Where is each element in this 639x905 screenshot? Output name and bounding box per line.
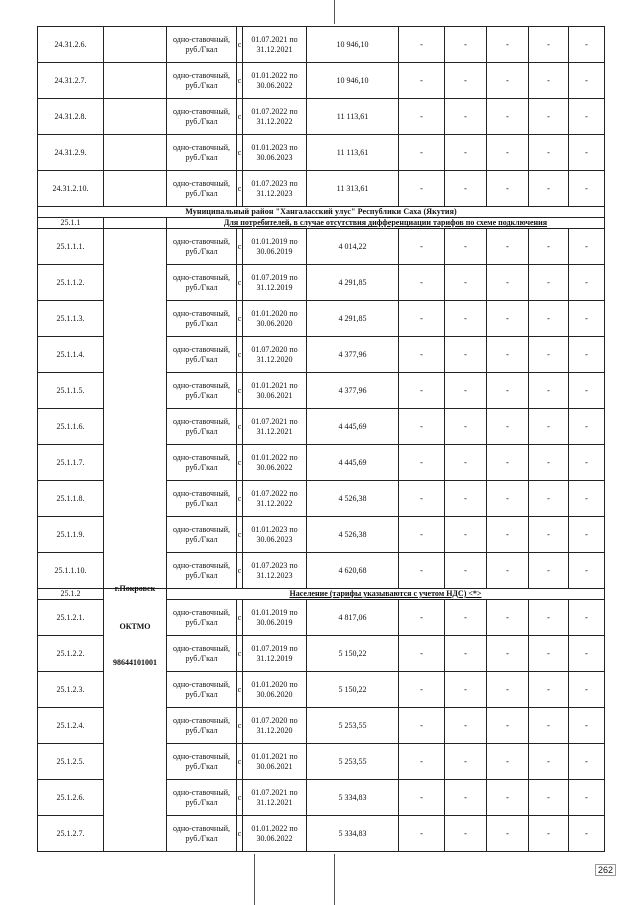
empty-value: - — [399, 672, 445, 708]
empty-value: - — [445, 301, 487, 337]
period-prefix: с — [237, 780, 243, 816]
row-code: 25.1.1.10. — [38, 553, 104, 589]
row-code: 24.31.2.8. — [38, 99, 104, 135]
empty-value: - — [487, 672, 529, 708]
table-row — [38, 229, 605, 265]
empty-value: - — [569, 481, 605, 517]
period-prefix: с — [237, 445, 243, 481]
blank-cell — [104, 135, 167, 171]
empty-value: - — [487, 27, 529, 63]
empty-value: - — [445, 672, 487, 708]
oktmo-label: ОКТМО — [119, 622, 151, 631]
empty-value: - — [569, 553, 605, 589]
oktmo-code: 98644101001 — [113, 658, 157, 667]
empty-value: - — [487, 780, 529, 816]
tariff-value: 10 946,10 — [307, 63, 399, 99]
period-prefix: с — [237, 481, 243, 517]
empty-value: - — [529, 99, 569, 135]
tariff-unit: одно-ставочный, руб./Гкал — [167, 553, 237, 589]
tariff-value: 11 313,61 — [307, 171, 399, 207]
tariff-value: 4 817,06 — [307, 600, 399, 636]
tariff-unit: одно-ставочный, руб./Гкал — [167, 780, 237, 816]
tariff-unit: одно-ставочный, руб./Гкал — [167, 265, 237, 301]
empty-value: - — [529, 63, 569, 99]
tariff-value: 4 445,69 — [307, 409, 399, 445]
blank-cell — [104, 99, 167, 135]
period-prefix: с — [237, 337, 243, 373]
empty-value: - — [487, 301, 529, 337]
row-code: 25.1.2.7. — [38, 816, 104, 852]
tariff-period: 01.07.2023 по 31.12.2023 — [243, 553, 307, 589]
tariff-unit: одно-ставочный, руб./Гкал — [167, 63, 237, 99]
period-prefix: с — [237, 816, 243, 852]
empty-value: - — [529, 337, 569, 373]
period-prefix: с — [237, 63, 243, 99]
empty-value: - — [445, 780, 487, 816]
empty-value: - — [399, 636, 445, 672]
table-body — [38, 27, 605, 852]
empty-value: - — [399, 135, 445, 171]
table-row — [38, 135, 605, 171]
tariff-period: 01.07.2021 по 31.12.2021 — [243, 409, 307, 445]
tariff-unit: одно-ставочный, руб./Гкал — [167, 481, 237, 517]
tariff-value: 4 377,96 — [307, 337, 399, 373]
empty-value: - — [487, 708, 529, 744]
empty-value: - — [445, 99, 487, 135]
empty-value: - — [445, 373, 487, 409]
tariff-value: 5 150,22 — [307, 636, 399, 672]
section-subtitle: Население (тарифы указываются с учетом НДС) <*> — [167, 589, 605, 600]
tariff-period: 01.01.2022 по 30.06.2022 — [243, 816, 307, 852]
period-prefix: с — [237, 553, 243, 589]
tariff-value: 5 253,55 — [307, 708, 399, 744]
empty-value: - — [487, 600, 529, 636]
empty-value: - — [445, 409, 487, 445]
tariff-unit: одно-ставочный, руб./Гкал — [167, 672, 237, 708]
empty-value: - — [529, 553, 569, 589]
blank-cell — [104, 63, 167, 99]
tariff-period: 01.07.2022 по 31.12.2022 — [243, 481, 307, 517]
empty-value: - — [569, 135, 605, 171]
tariff-table — [37, 26, 605, 852]
tariff-unit: одно-ставочный, руб./Гкал — [167, 301, 237, 337]
blank-cell — [104, 27, 167, 63]
empty-value: - — [445, 265, 487, 301]
empty-value: - — [529, 171, 569, 207]
tariff-value: 4 620,68 — [307, 553, 399, 589]
municipality-cell — [104, 229, 167, 589]
tariff-period: 01.01.2019 по 30.06.2019 — [243, 600, 307, 636]
empty-value: - — [487, 636, 529, 672]
empty-value: - — [529, 780, 569, 816]
empty-value: - — [529, 27, 569, 63]
empty-value: - — [569, 265, 605, 301]
empty-value: - — [399, 229, 445, 265]
municipality-name: г.Покровск — [114, 584, 156, 593]
empty-value: - — [569, 672, 605, 708]
empty-value: - — [569, 744, 605, 780]
section-subtitle: Для потребителей, в случае отсутствия дифференциации тарифов по схеме подключения — [167, 218, 605, 229]
section-title: Муниципальный район "Хангаласский улус" Республики Саха (Якутия) — [38, 207, 605, 218]
period-prefix: с — [237, 600, 243, 636]
period-prefix: с — [237, 99, 243, 135]
section-number: 25.1.1 — [38, 218, 104, 229]
empty-value: - — [487, 816, 529, 852]
empty-value: - — [399, 27, 445, 63]
row-code: 25.1.1.6. — [38, 409, 104, 445]
empty-value: - — [445, 27, 487, 63]
tariff-value: 5 253,55 — [307, 744, 399, 780]
empty-value: - — [529, 708, 569, 744]
tariff-unit: одно-ставочный, руб./Гкал — [167, 99, 237, 135]
tariff-value: 4 377,96 — [307, 373, 399, 409]
tariff-unit: одно-ставочный, руб./Гкал — [167, 27, 237, 63]
tariff-period: 01.01.2023 по 30.06.2023 — [243, 517, 307, 553]
empty-value: - — [445, 229, 487, 265]
empty-value: - — [487, 229, 529, 265]
empty-value: - — [445, 337, 487, 373]
tariff-period: 01.07.2019 по 31.12.2019 — [243, 636, 307, 672]
empty-value: - — [445, 744, 487, 780]
empty-value: - — [529, 636, 569, 672]
section-number: 25.1.2 — [38, 589, 104, 600]
empty-value: - — [399, 63, 445, 99]
tariff-value: 5 150,22 — [307, 672, 399, 708]
period-prefix: с — [237, 517, 243, 553]
tariff-unit: одно-ставочный, руб./Гкал — [167, 600, 237, 636]
section-row-municipal — [38, 207, 605, 218]
empty-value: - — [569, 63, 605, 99]
period-prefix: с — [237, 636, 243, 672]
tariff-period: 01.07.2020 по 31.12.2020 — [243, 708, 307, 744]
empty-value: - — [529, 409, 569, 445]
empty-value: - — [569, 301, 605, 337]
table-row — [38, 171, 605, 207]
empty-value: - — [399, 99, 445, 135]
row-code: 25.1.1.1. — [38, 229, 104, 265]
empty-value: - — [569, 600, 605, 636]
row-code: 25.1.2.6. — [38, 780, 104, 816]
empty-value: - — [569, 445, 605, 481]
blank-cell — [104, 171, 167, 207]
tariff-unit: одно-ставочный, руб./Гкал — [167, 135, 237, 171]
empty-value: - — [399, 445, 445, 481]
row-code: 25.1.1.2. — [38, 265, 104, 301]
empty-value: - — [569, 337, 605, 373]
period-prefix: с — [237, 409, 243, 445]
row-code: 25.1.2.5. — [38, 744, 104, 780]
empty-value: - — [529, 744, 569, 780]
empty-value: - — [399, 600, 445, 636]
empty-value: - — [487, 373, 529, 409]
empty-value: - — [529, 301, 569, 337]
tariff-unit: одно-ставочный, руб./Гкал — [167, 409, 237, 445]
empty-value: - — [399, 337, 445, 373]
empty-value: - — [569, 636, 605, 672]
tariff-unit: одно-ставочный, руб./Гкал — [167, 517, 237, 553]
tariff-period: 01.07.2021 по 31.12.2021 — [243, 780, 307, 816]
scan-line — [334, 0, 335, 24]
empty-value: - — [445, 63, 487, 99]
empty-value: - — [529, 445, 569, 481]
tariff-value: 4 291,85 — [307, 265, 399, 301]
empty-value: - — [529, 481, 569, 517]
empty-value: - — [399, 481, 445, 517]
tariff-value: 11 113,61 — [307, 99, 399, 135]
empty-value: - — [569, 229, 605, 265]
empty-value: - — [399, 553, 445, 589]
empty-value: - — [569, 816, 605, 852]
tariff-unit: одно-ставочный, руб./Гкал — [167, 816, 237, 852]
empty-value: - — [569, 373, 605, 409]
period-prefix: с — [237, 708, 243, 744]
empty-value: - — [529, 135, 569, 171]
table-row — [38, 63, 605, 99]
empty-value: - — [487, 337, 529, 373]
empty-value: - — [529, 373, 569, 409]
period-prefix: с — [237, 373, 243, 409]
period-prefix: с — [237, 171, 243, 207]
tariff-period: 01.01.2022 по 30.06.2022 — [243, 63, 307, 99]
row-code: 25.1.2.4. — [38, 708, 104, 744]
empty-value: - — [529, 672, 569, 708]
empty-value: - — [487, 171, 529, 207]
empty-value: - — [445, 600, 487, 636]
empty-value: - — [445, 636, 487, 672]
tariff-unit: одно-ставочный, руб./Гкал — [167, 229, 237, 265]
empty-value: - — [445, 171, 487, 207]
empty-value: - — [487, 63, 529, 99]
row-code: 25.1.1.3. — [38, 301, 104, 337]
tariff-value: 4 291,85 — [307, 301, 399, 337]
table-row — [38, 99, 605, 135]
row-code: 24.31.2.10. — [38, 171, 104, 207]
tariff-period: 01.01.2020 по 30.06.2020 — [243, 672, 307, 708]
empty-value: - — [569, 708, 605, 744]
row-code: 24.31.2.6. — [38, 27, 104, 63]
row-code: 25.1.1.9. — [38, 517, 104, 553]
empty-value: - — [529, 816, 569, 852]
empty-value: - — [569, 780, 605, 816]
tariff-value: 4 014,22 — [307, 229, 399, 265]
row-code: 25.1.2.3. — [38, 672, 104, 708]
empty-value: - — [399, 265, 445, 301]
empty-value: - — [529, 600, 569, 636]
tariff-value: 4 526,38 — [307, 481, 399, 517]
row-code: 24.31.2.7. — [38, 63, 104, 99]
tariff-unit: одно-ставочный, руб./Гкал — [167, 636, 237, 672]
table-row — [38, 27, 605, 63]
empty-value: - — [445, 553, 487, 589]
empty-value: - — [445, 445, 487, 481]
empty-value: - — [487, 99, 529, 135]
row-code: 25.1.1.8. — [38, 481, 104, 517]
empty-value: - — [399, 171, 445, 207]
empty-value: - — [399, 409, 445, 445]
period-prefix: с — [237, 301, 243, 337]
tariff-value: 11 113,61 — [307, 135, 399, 171]
row-code: 24.31.2.9. — [38, 135, 104, 171]
tariff-unit: одно-ставочный, руб./Гкал — [167, 373, 237, 409]
empty-value: - — [487, 265, 529, 301]
empty-value: - — [399, 517, 445, 553]
tariff-period: 01.07.2023 по 31.12.2023 — [243, 171, 307, 207]
tariff-value: 10 946,10 — [307, 27, 399, 63]
empty-value: - — [529, 229, 569, 265]
row-code: 25.1.2.2. — [38, 636, 104, 672]
tariff-unit: одно-ставочный, руб./Гкал — [167, 337, 237, 373]
tariff-period: 01.01.2019 по 30.06.2019 — [243, 229, 307, 265]
tariff-period: 01.07.2021 по 31.12.2021 — [243, 27, 307, 63]
tariff-period: 01.07.2020 по 31.12.2020 — [243, 337, 307, 373]
period-prefix: с — [237, 27, 243, 63]
tariff-unit: одно-ставочный, руб./Гкал — [167, 708, 237, 744]
empty-value: - — [399, 780, 445, 816]
tariff-period: 01.01.2021 по 30.06.2021 — [243, 373, 307, 409]
row-code: 25.1.2.1. — [38, 600, 104, 636]
period-prefix: с — [237, 135, 243, 171]
empty-value: - — [445, 816, 487, 852]
tariff-period: 01.07.2019 по 31.12.2019 — [243, 265, 307, 301]
tariff-value: 5 334,83 — [307, 816, 399, 852]
tariff-unit: одно-ставочный, руб./Гкал — [167, 445, 237, 481]
empty-value: - — [445, 481, 487, 517]
empty-value: - — [487, 445, 529, 481]
tariff-period: 01.07.2022 по 31.12.2022 — [243, 99, 307, 135]
period-prefix: с — [237, 744, 243, 780]
empty-value: - — [399, 373, 445, 409]
tariff-value: 5 334,83 — [307, 780, 399, 816]
empty-value: - — [487, 135, 529, 171]
empty-value: - — [445, 517, 487, 553]
scan-line — [254, 854, 255, 905]
empty-value: - — [487, 517, 529, 553]
empty-value: - — [445, 135, 487, 171]
page-number: 262 — [595, 864, 616, 876]
tariff-period: 01.01.2020 по 30.06.2020 — [243, 301, 307, 337]
empty-value: - — [569, 99, 605, 135]
empty-value: - — [487, 409, 529, 445]
period-prefix: с — [237, 265, 243, 301]
empty-value: - — [569, 517, 605, 553]
empty-value: - — [399, 744, 445, 780]
empty-value: - — [529, 517, 569, 553]
tariff-unit: одно-ставочный, руб./Гкал — [167, 171, 237, 207]
empty-value: - — [569, 27, 605, 63]
empty-value: - — [569, 171, 605, 207]
blank-cell — [104, 218, 167, 229]
tariff-period: 01.01.2021 по 30.06.2021 — [243, 744, 307, 780]
tariff-value: 4 526,38 — [307, 517, 399, 553]
period-prefix: с — [237, 672, 243, 708]
row-code: 25.1.1.7. — [38, 445, 104, 481]
empty-value: - — [569, 409, 605, 445]
empty-value: - — [399, 301, 445, 337]
empty-value: - — [399, 708, 445, 744]
tariff-unit: одно-ставочный, руб./Гкал — [167, 744, 237, 780]
empty-value: - — [487, 553, 529, 589]
empty-value: - — [487, 744, 529, 780]
tariff-period: 01.01.2022 по 30.06.2022 — [243, 445, 307, 481]
scan-line — [334, 854, 335, 905]
section-row-25-1-1 — [38, 218, 605, 229]
empty-value: - — [487, 481, 529, 517]
tariff-period: 01.01.2023 по 30.06.2023 — [243, 135, 307, 171]
tariff-value: 4 445,69 — [307, 445, 399, 481]
empty-value: - — [529, 265, 569, 301]
row-code: 25.1.1.5. — [38, 373, 104, 409]
period-prefix: с — [237, 229, 243, 265]
empty-value: - — [399, 816, 445, 852]
empty-value: - — [445, 708, 487, 744]
row-code: 25.1.1.4. — [38, 337, 104, 373]
